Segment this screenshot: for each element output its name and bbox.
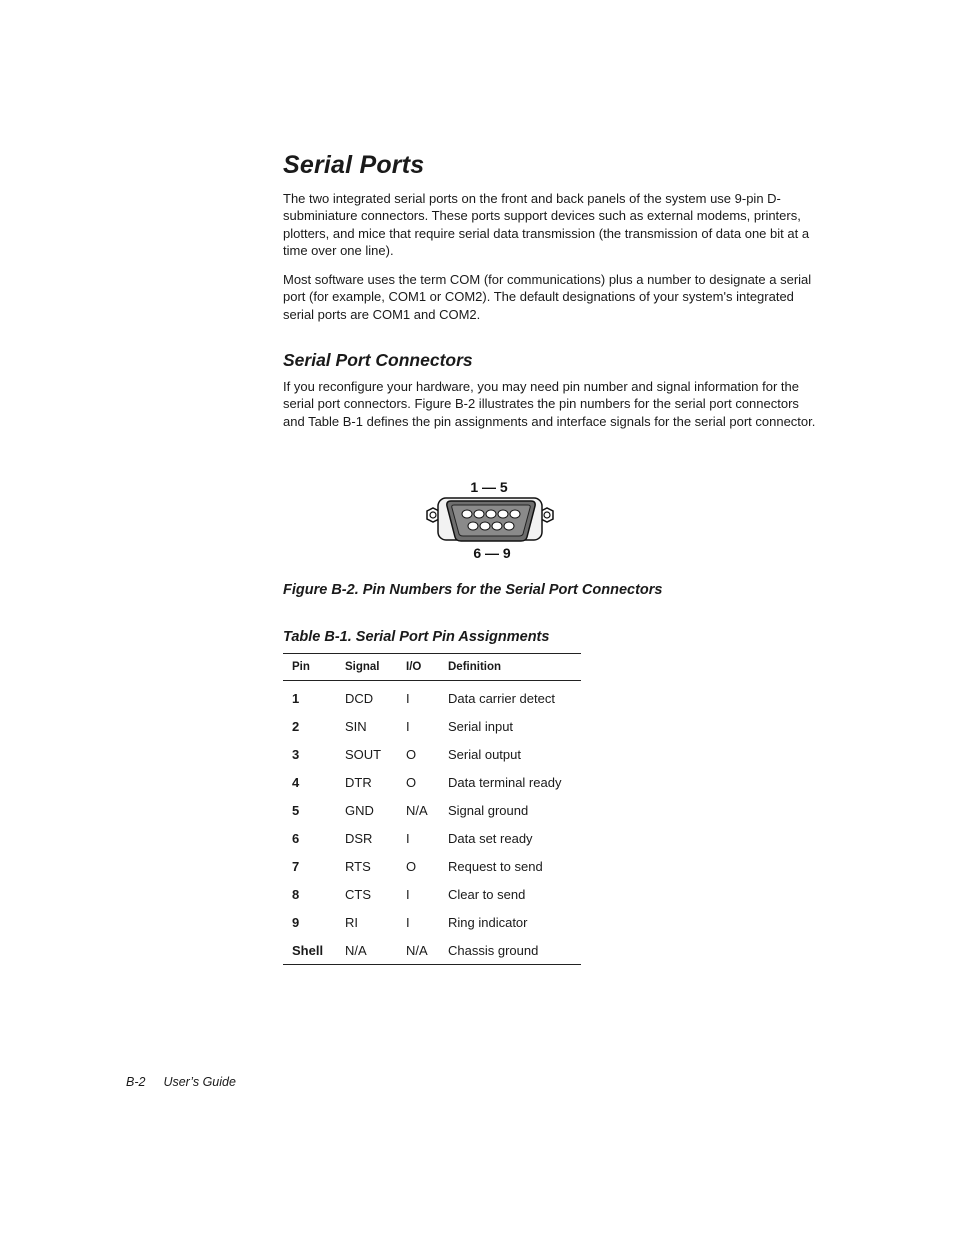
com-paragraph: Most software uses the term COM (for communications) plus a number to designate a serial port (for example, COM1 or COM2). The default designations of your system's integrated serial ports are COM1 and COM2.: [283, 272, 812, 322]
cell-definition: Clear to send: [448, 886, 526, 902]
table-row: [283, 852, 581, 880]
table-row: [283, 796, 581, 824]
table-row: [283, 740, 581, 768]
cell-signal: N/A: [345, 936, 406, 965]
cell-definition: Chassis ground: [448, 936, 581, 965]
table-row: [283, 936, 581, 965]
header-pin: Pin: [283, 654, 345, 681]
cell-signal: DTR: [345, 774, 372, 790]
cell-signal: RTS: [345, 858, 371, 874]
cell-signal: DCD: [345, 690, 374, 706]
serial-connector-icon: [420, 474, 570, 564]
cell-io: I: [406, 914, 410, 930]
table-caption: Table B-1. Serial Port Pin Assignments: [283, 629, 550, 645]
header-io: I/O: [406, 654, 448, 681]
table-row: [283, 681, 581, 713]
cell-pin: 4: [292, 774, 300, 790]
cell-io: I: [406, 718, 410, 734]
cell-io: N/A: [406, 802, 428, 818]
table-row: [283, 768, 581, 796]
cell-io: O: [406, 858, 417, 874]
header-signal: Signal: [345, 654, 406, 681]
figure-caption: Figure B-2. Pin Numbers for the Serial Port Connectors: [283, 582, 663, 598]
table-row: [283, 880, 581, 908]
cell-signal: DSR: [345, 830, 373, 846]
page-title: Serial Ports: [283, 151, 425, 179]
cell-pin: 9: [292, 914, 300, 930]
serial-connector-figure: [420, 474, 570, 564]
subsection-title: Serial Port Connectors: [283, 350, 473, 370]
table-header-row: [283, 654, 581, 681]
cell-definition: Data set ready: [448, 830, 533, 846]
cell-definition: Ring indicator: [448, 914, 528, 930]
cell-definition: Serial output: [448, 746, 521, 762]
cell-pin: 5: [292, 802, 300, 818]
cell-pin: 6: [292, 830, 300, 846]
cell-definition: Data terminal ready: [448, 774, 562, 790]
cell-pin: 8: [292, 886, 300, 902]
cell-definition: Data carrier detect: [448, 690, 555, 706]
connectors-paragraph: If you reconfigure your hardware, you may need pin number and signal information for the serial port connectors. Figure B-2 illustrates the pin numbers for the serial port connectors and Table B-1 defines the pin assignments and interface signals for the serial port connector.: [283, 379, 816, 429]
pin-assignments-table: [283, 653, 581, 965]
cell-signal: SIN: [345, 718, 367, 734]
guide-title: User’s Guide: [163, 1075, 236, 1089]
cell-io: I: [406, 830, 410, 846]
cell-pin: Shell: [283, 936, 345, 965]
cell-definition: Signal ground: [448, 802, 529, 818]
table-row: [283, 908, 581, 936]
table-row: [283, 824, 581, 852]
intro-paragraph: The two integrated serial ports on the front and back panels of the system use 9-pin D-subminiature connectors. These ports support devices such as external modems, printers, plotters, and mice that require serial data transmission (the transmission of data one bit at a time over one line).: [283, 191, 810, 258]
cell-io: I: [406, 886, 410, 902]
cell-io: O: [406, 774, 417, 790]
cell-pin: 7: [292, 858, 300, 874]
cell-io: I: [406, 690, 410, 706]
cell-signal: RI: [345, 914, 358, 930]
cell-definition: Request to send: [448, 858, 543, 874]
header-definition: Definition: [448, 654, 581, 681]
page-number: B-2: [126, 1075, 146, 1089]
page-footer: [126, 1075, 236, 1089]
cell-io: O: [406, 746, 417, 762]
cell-signal: SOUT: [345, 746, 382, 762]
table-row: [283, 712, 581, 740]
cell-signal: CTS: [345, 886, 371, 902]
cell-io: N/A: [406, 936, 448, 965]
cell-pin: 3: [292, 746, 300, 762]
pin-label-top: 1 — 5: [470, 479, 508, 495]
cell-signal: GND: [345, 802, 374, 818]
cell-pin: 1: [292, 690, 300, 706]
pin-label-bottom: 6 — 9: [473, 545, 511, 561]
cell-pin: 2: [292, 718, 300, 734]
cell-definition: Serial input: [448, 718, 514, 734]
